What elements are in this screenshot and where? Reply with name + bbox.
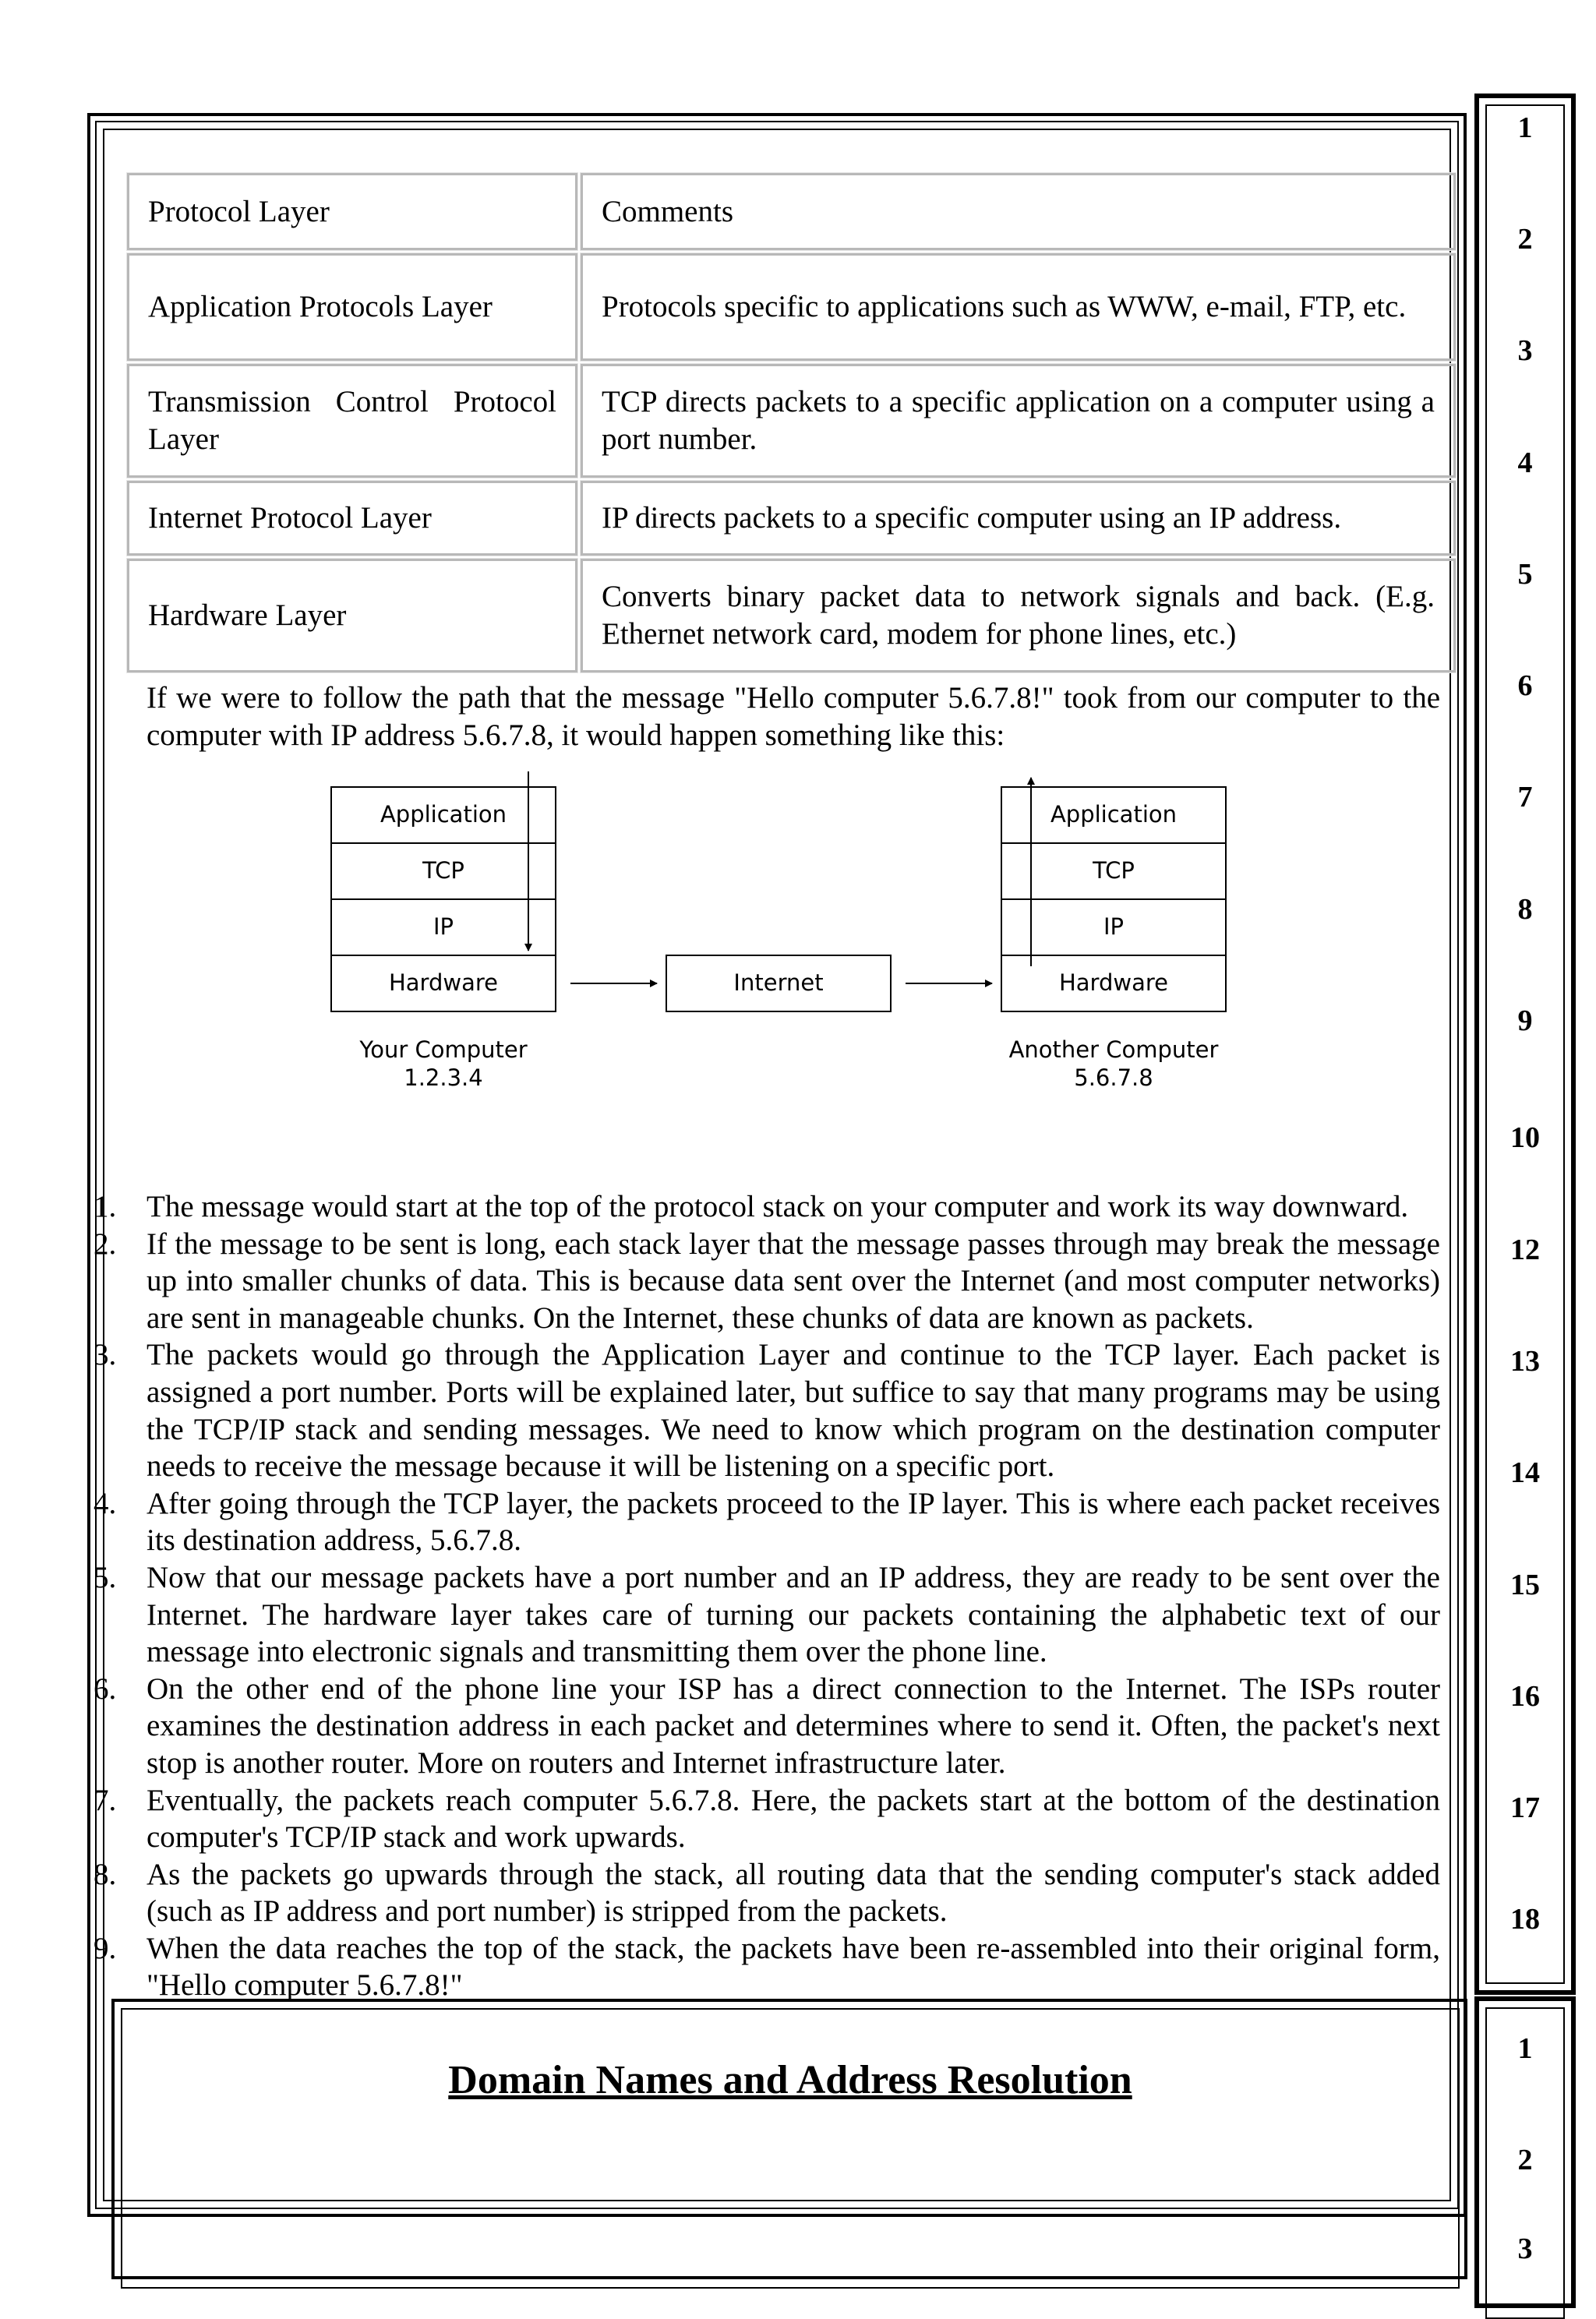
- row-comment: TCP directs packets to a specific application on a computer using a port number.: [602, 385, 1435, 456]
- left-stack: [331, 771, 556, 1011]
- list-item-text: Now that our message packets have a port number and an IP address, they are ready to be sent over the Internet. The hardware layer takes care of turning our packets containing the alphabetic text of our message into electronic signals and transmitting them over the phone line.: [147, 1560, 1440, 1669]
- internet-label: Internet: [733, 969, 824, 996]
- side-number: 3: [1517, 2233, 1533, 2265]
- steps-list: [94, 1188, 1440, 2004]
- right-computer-caption: Another Computer: [1008, 1036, 1219, 1063]
- list-marker: 6.: [94, 1671, 117, 1706]
- side-number: 16: [1510, 1680, 1540, 1713]
- row-comment: IP directs packets to a specific computer using an IP address.: [602, 501, 1342, 535]
- left-tcp-label: TCP: [422, 857, 464, 884]
- side-number: 17: [1510, 1791, 1540, 1824]
- header-comments: Comments: [602, 194, 734, 228]
- row-layer: Internet Protocol Layer: [148, 501, 432, 535]
- list-item: [94, 1930, 1440, 2004]
- row-layer: Transmission Control Protocol Layer: [148, 385, 556, 456]
- section-heading: Domain Names and Address Resolution: [448, 2058, 1132, 2102]
- side-number: 18: [1510, 1903, 1540, 1936]
- header-protocol-layer: Protocol Layer: [148, 194, 330, 228]
- list-marker: 4.: [94, 1486, 117, 1520]
- list-item-text: The message would start at the top of the protocol stack on your computer and work its way downward.: [147, 1190, 1409, 1223]
- side-number: 15: [1510, 1569, 1540, 1601]
- list-item-text: If the message to be sent is long, each stack layer that the message passes through may break the message up into smaller chunks of data. This is because data sent over the Internet (and most computer networks) are sent in manageable chunks. On the Internet, these chunks of data are known as packets.: [147, 1227, 1440, 1335]
- internet-box: [666, 955, 891, 1011]
- list-item: [94, 1559, 1440, 1671]
- table-header-cell: [127, 173, 577, 250]
- side-number: 14: [1510, 1456, 1540, 1489]
- list-item-text: Eventually, the packets reach computer 5.6.7.8. Here, the packets start at the bottom of the destination computer's TCP/IP stack and work upwards.: [147, 1783, 1440, 1855]
- table-cell: [127, 481, 577, 556]
- list-marker: 9.: [94, 1931, 117, 1965]
- side-number: 3: [1517, 334, 1533, 367]
- side-number: 8: [1517, 893, 1533, 926]
- side-number: 1: [1517, 2032, 1533, 2065]
- side-number: 6: [1517, 669, 1533, 702]
- table-cell: [581, 481, 1456, 556]
- side-number: 4: [1517, 447, 1533, 479]
- list-item-text: As the packets go upwards through the stack, all routing data that the sending computer's stack added (such as IP address and port number) is stripped from the packets.: [147, 1857, 1440, 1929]
- list-item-text: When the data reaches the top of the stack, the packets have been re-assembled into their original form, "Hello computer 5.6.7.8!": [147, 1931, 1440, 2003]
- intro-paragraph: If we were to follow the path that the message "Hello computer 5.6.7.8!" took from our computer to the computer with IP address 5.6.7.8, it would happen something like this:: [147, 681, 1440, 752]
- list-item-text: After going through the TCP layer, the packets proceed to the IP layer. This is where each packet receives its destination address, 5.6.7.8.: [147, 1486, 1440, 1558]
- list-marker: 7.: [94, 1783, 117, 1817]
- row-comment: Converts binary packet data to network signals and back. (E.g. Ethernet network card, modem for phone lines, etc.): [602, 580, 1435, 651]
- right-tcp-label: TCP: [1093, 857, 1135, 884]
- right-stack: [1001, 778, 1226, 1011]
- list-marker: 1.: [94, 1190, 117, 1223]
- right-computer-ip: 5.6.7.8: [1074, 1064, 1153, 1091]
- table-cell: [581, 253, 1456, 361]
- side-number: 13: [1510, 1345, 1540, 1378]
- left-hardware-label: Hardware: [388, 969, 499, 996]
- next-page-border-inner: [121, 2008, 1460, 2289]
- side-number: 5: [1517, 558, 1533, 591]
- list-item: [94, 1782, 1440, 1856]
- list-item: [94, 1856, 1440, 1930]
- list-marker: 2.: [94, 1227, 117, 1261]
- side-number: 2: [1517, 223, 1533, 256]
- list-marker: 5.: [94, 1560, 117, 1594]
- row-layer: Application Protocols Layer: [148, 290, 493, 323]
- protocol-stack-diagram: [312, 768, 1262, 1103]
- right-ip-label: IP: [1103, 913, 1125, 940]
- side-number: 2: [1517, 2144, 1533, 2176]
- left-application-label: Application: [380, 801, 507, 828]
- side-number: 9: [1517, 1004, 1533, 1037]
- table-cell: [127, 364, 577, 478]
- list-item: [94, 1336, 1440, 1484]
- list-item: [94, 1226, 1440, 1337]
- list-marker: 3.: [94, 1338, 117, 1372]
- left-ip-label: IP: [433, 913, 454, 940]
- list-item: [94, 1671, 1440, 1782]
- side-number: 10: [1510, 1121, 1540, 1154]
- list-item-text: On the other end of the phone line your ISP has a direct connection to the Internet. The ISPs router examines the destination address in each packet and determines where to send it. Often, the packet's next stop is another router. More on routers and Internet infrastructure later.: [147, 1671, 1440, 1780]
- side-number: 1: [1517, 111, 1533, 144]
- side-number: 12: [1510, 1234, 1540, 1266]
- row-comment: Protocols specific to applications such as WWW, e-mail, FTP, etc.: [602, 290, 1407, 323]
- table-cell: [581, 559, 1456, 672]
- list-marker: 8.: [94, 1857, 117, 1891]
- list-item-text: The packets would go through the Application Layer and continue to the TCP layer. Each packet is assigned a port number. Ports will be explained later, but suffice to say that many programs may be using the TCP/IP stack and sending messages. We need to know which program on the destination computer needs to receive the message because it will be listening on a specific port.: [147, 1338, 1440, 1484]
- table-cell: [127, 559, 577, 672]
- list-item: [94, 1485, 1440, 1559]
- table-cell: [581, 364, 1456, 478]
- right-hardware-label: Hardware: [1058, 969, 1169, 996]
- right-application-label: Application: [1050, 801, 1178, 828]
- table-header-cell: [581, 173, 1456, 250]
- left-computer-caption: Your Computer: [359, 1036, 528, 1063]
- row-layer: Hardware Layer: [148, 598, 347, 632]
- side-number: 7: [1517, 781, 1533, 814]
- table-cell: [127, 253, 577, 361]
- list-item: [94, 1188, 1440, 1226]
- left-computer-ip: 1.2.3.4: [404, 1064, 483, 1091]
